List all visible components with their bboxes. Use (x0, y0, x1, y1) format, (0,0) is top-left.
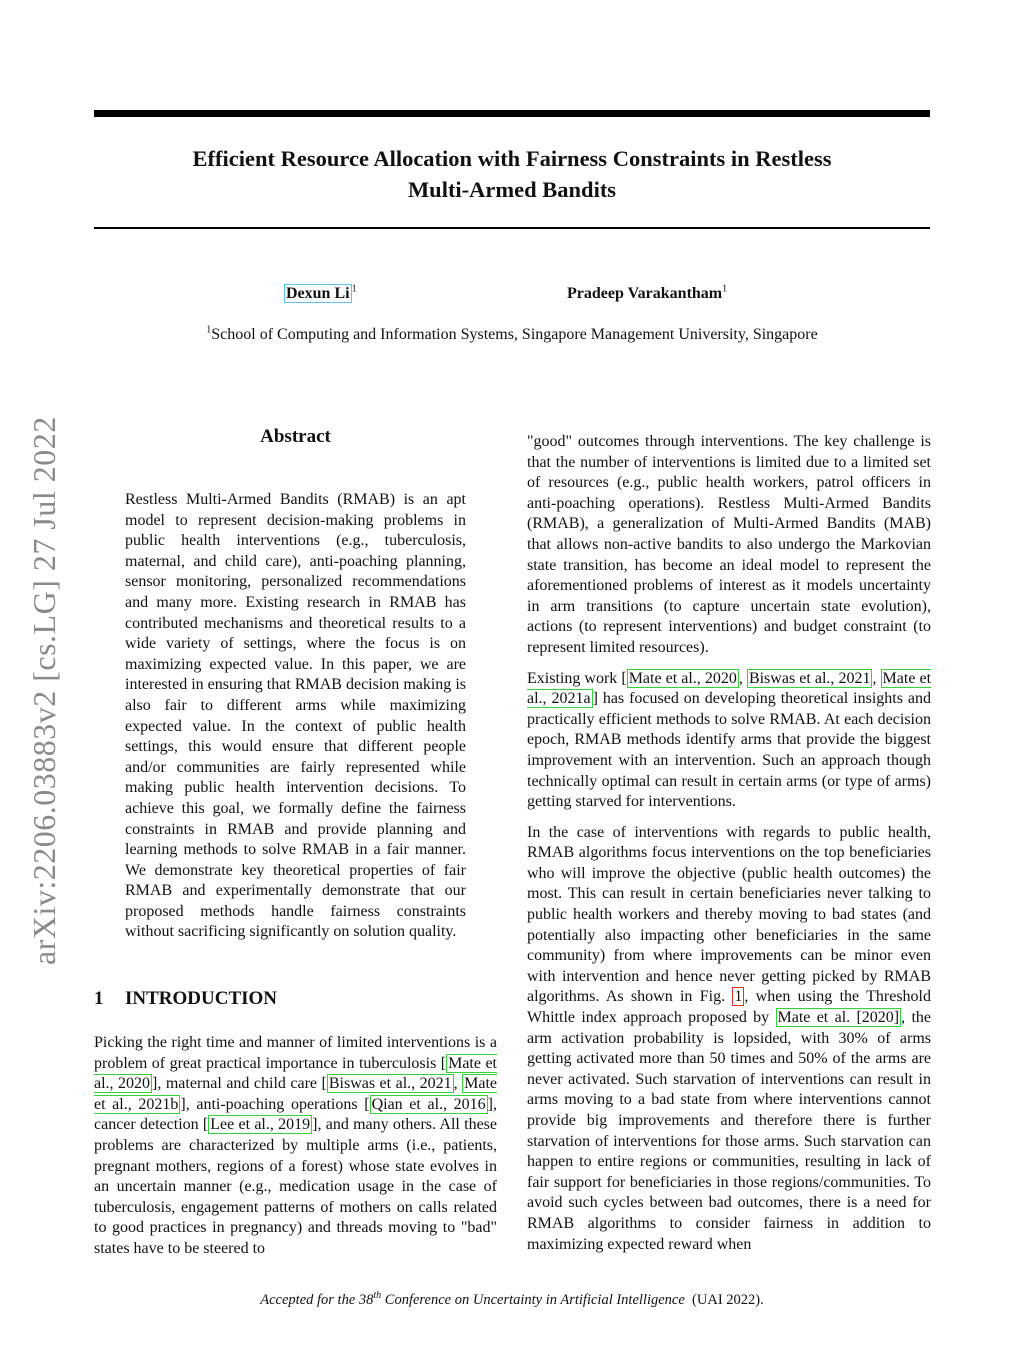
abstract-body: Restless Multi-Armed Bandits (RMAB) is an apt model to represent decision-making problems in public health interventions (e.g., tuberculosis, maternal, and child care), anti-poaching planning, sensor monitoring, personalized recommendations and many more. Existing research in RMAB has contributed mechanisms and theoretical results to a wide variety of settings, where the focus is on maximizing expected value. In this paper, we are interested in ensuring that RMAB decision making is also fair to different arms while maximizing expected value. In the context of public health settings, this would ensure that different people and/or communities are fairly represented while making public health intervention decisions. To achieve this goal, we formally define the fairness constraints in RMAB and provide planning and learning methods to solve RMAB in a fair manner. We demonstrate key theoretical properties of fair RMAB and experimentally demonstrate that our proposed methods handle fairness constraints without sacrificing significantly on solution quality. (125, 491, 466, 941)
author-1-link[interactable]: Dexun Li (286, 285, 350, 302)
paper-title (94, 143, 930, 205)
author-1-affil-mark: 1 (351, 283, 357, 295)
title-top-rule (94, 110, 930, 117)
author-2-name: Pradeep Varakantham (567, 285, 723, 302)
text-run: , (738, 669, 747, 687)
author-2-affil-mark: 1 (722, 283, 728, 295)
author-1 (284, 285, 357, 303)
text-run: , (453, 1075, 463, 1093)
citation-link[interactable]: Mate et al., 2021a (527, 669, 932, 708)
citation-link[interactable]: Biswas et al., 2021 (328, 1075, 452, 1093)
section-number: 1 (94, 988, 104, 1009)
text-run: ], and many others. All these problems are characterized by multiple arms (i.e., patients, pregnant mothers, regions of a forest) whose state evolves in an uncertain manner (e.g., medication usage in the case of tuberculosis, engagement patterns of mothers on calls related to good practices in pregnancy) and threads moving to "bad" states have to be steered to (94, 1116, 498, 1257)
intro-left-column (94, 1033, 497, 1270)
text-run: ], maternal and child care [ (152, 1075, 327, 1093)
affiliation-text: School of Computing and Information Systems, Singapore Management University, Singapore (211, 326, 818, 343)
citation-link[interactable]: Qian et al., 2016 (371, 1095, 486, 1113)
text-run: , (872, 669, 881, 687)
text-run: , when using the Threshold Whittle index approach proposed by (527, 988, 932, 1027)
right-paragraph-3 (527, 823, 931, 1255)
page-footer (0, 1292, 1024, 1309)
text-run: ], anti-poaching operations [ (180, 1095, 370, 1113)
right-column (527, 432, 931, 1265)
text-run: , the arm activation probability is lopsided, with 30% of arms getting activated more than 50 times and 50% of the arms are never activated. Such starvation of interventions can result in arms moving to a bad state from where interventions cannot provide big improvements and therefore there is further starvation of interventions for those arms. Such starvation can happen to entire regions or communities, resulting in lack of fair support for beneficiaries in those regions/communities. To avoid such cycles between bad outcomes, there is a need for RMAB algorithms to consider fairness in addition to maximizing expected reward when (527, 1009, 932, 1253)
affiliation (0, 326, 1024, 344)
abstract-heading: Abstract (260, 426, 331, 447)
footer-run: Conference on Uncertainty in Artificial Intelligence (381, 1292, 685, 1308)
text-run: ] has focused on developing theoretical insights and practically efficient methods to solve RMAB. At each decision epoch, RMAB methods identify arms that provide the biggest improvement with an intervention. Such an approach though technically optimal can result in certain arms (or type of arms) getting starved for interventions. (527, 690, 931, 811)
author-2 (567, 285, 727, 303)
text-run: In the case of interventions with regards to public health, RMAB algorithms focus interventions on the top beneficiaries who will improve the objective (public health outcomes) the most. This can result in certain beneficiaries never talking to public health workers and thereby moving to bad states (and potentially also impacting other beneficiaries in the same community) from where improvements can be minor even with intervention and hence never getting picked by RMAB algorithms. As shown in Fig. (527, 823, 931, 1006)
title-line-2: Multi-Armed Bandits (407, 177, 617, 202)
affiliation-mark: 1 (206, 324, 212, 336)
footer-venue: (UAI 2022). (692, 1292, 764, 1308)
figure-link[interactable]: 1 (734, 988, 743, 1006)
intro-paragraph-1 (94, 1033, 497, 1260)
right-paragraph-2 (527, 669, 931, 813)
title-line-1: Efficient Resource Allocation with Fairness Constraints in Restless (192, 146, 832, 171)
author-list (0, 285, 1024, 309)
citation-link[interactable]: Biswas et al., 2021 (748, 669, 871, 687)
section-title: INTRODUCTION (125, 988, 278, 1009)
citation-link[interactable]: Mate et al., 2020 (94, 1054, 497, 1093)
citation-link[interactable]: Lee et al., 2019 (210, 1116, 311, 1134)
citation-link[interactable]: Mate et al., 2021b (94, 1075, 498, 1113)
right-paragraph-1: "good" outcomes through interventions. The key challenge is that the number of interventions is limited due to a limited set of resources (e.g., public health workers, patrol officers in anti-poaching operations). Restless Multi-Armed Bandits (RMAB), a generalization of Multi-Armed Bandits (MAB) that allows non-active bandits to also undergo the Markovian state transition, has become an ideal model to represent the aforementioned problems of interest as it models uncertainty in arm transitions (to capture uncertain state evolution), actions (to represent interventions) and budget constraint (to represent limited resources). (527, 433, 931, 656)
section-heading-introduction (94, 988, 277, 1010)
title-bottom-rule (94, 227, 930, 229)
arxiv-stamp: arXiv:2206.03883v2 [cs.LG] 27 Jul 2022 (26, 416, 62, 965)
text-run: ], cancer detection [ (94, 1095, 497, 1134)
citation-link[interactable]: Mate et al., 2020 (628, 669, 737, 687)
footer-sup: th (373, 1290, 382, 1302)
text-run: Picking the right time and manner of limited interventions is a problem of great practical importance in tuberculosis [ (94, 1034, 497, 1072)
citation-link[interactable]: Mate et al. [2020] (777, 1009, 900, 1027)
text-run: Existing work [ (527, 669, 627, 687)
footer-text (260, 1292, 685, 1308)
footer-run: Accepted for the 38 (260, 1292, 374, 1308)
